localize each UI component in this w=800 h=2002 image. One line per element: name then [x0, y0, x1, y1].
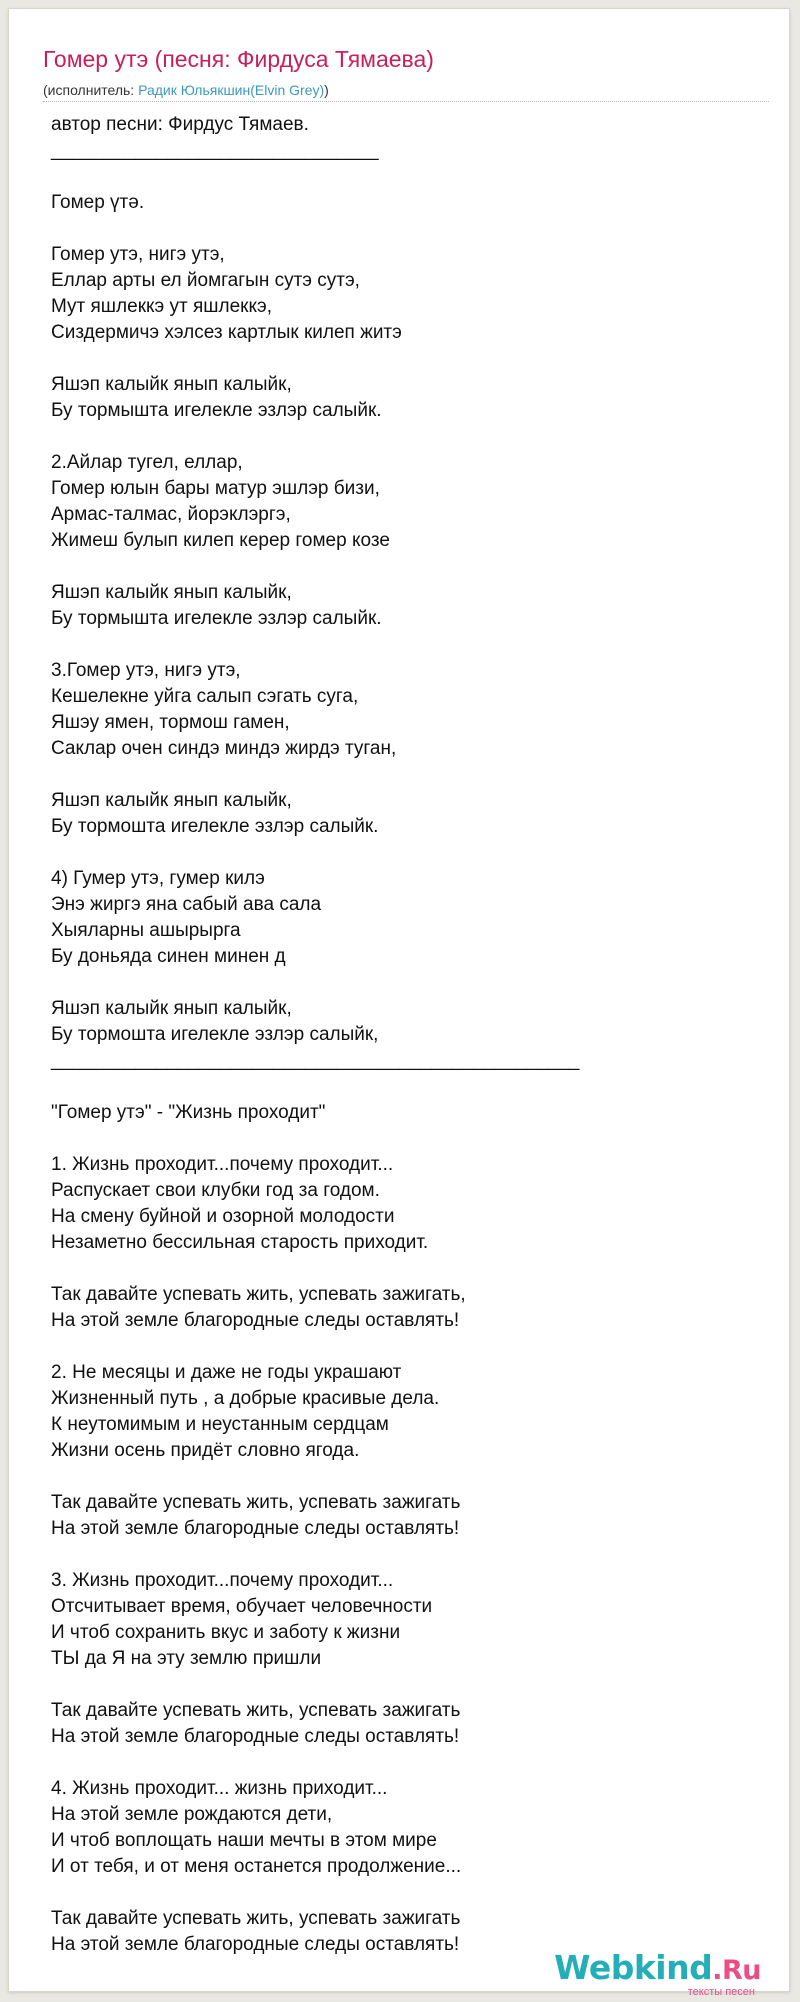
performer-link[interactable]: Радик Юльякшин(Elvin Grey) — [138, 82, 325, 98]
page-title: Гомер утэ (песня: Фирдуса Тямаева) — [43, 46, 434, 72]
lyric-line — [51, 424, 771, 450]
lyric-line: Яшэп калыйк янып калыйк, — [51, 998, 292, 1019]
lyric-line: На этой земле рождаются дети, — [51, 1804, 333, 1825]
lyric-line: На этой земле благородные следы оставлять! — [51, 1726, 460, 1747]
lyric-line — [51, 1074, 771, 1100]
lyric-line: И от тебя, и от меня останется продолжение... — [51, 1856, 462, 1877]
lyric-line — [51, 216, 771, 242]
lyric-line: На этой земле благородные следы оставлять! — [51, 1934, 460, 1955]
lyric-line: Армас-талмас, йорэклэргэ, — [51, 504, 291, 525]
logo-tld: .Ru — [712, 1955, 761, 1986]
lyric-line: На смену буйной и озорной молодости — [51, 1206, 395, 1227]
lyric-line: Гомер юлын бары матур эшлэр бизи, — [51, 478, 380, 499]
lyric-line — [51, 632, 771, 658]
lyric-line: Так давайте успевать жить, успевать зажигать — [51, 1492, 461, 1513]
lyric-line: Энэ жиргэ яна сабый ава сала — [51, 894, 322, 915]
lyric-line: "Гомер утэ" - "Жизнь проходит" — [51, 1102, 326, 1123]
lyric-line: Жизненный путь , а добрые красивые дела. — [51, 1388, 440, 1409]
lyric-line — [51, 1464, 771, 1490]
lyric-line: Отсчитывает время, обучает человечности — [51, 1596, 433, 1617]
lyric-line — [51, 346, 771, 372]
lyric-line — [51, 1880, 771, 1906]
lyric-line: Так давайте успевать жить, успевать зажигать — [51, 1700, 461, 1721]
lyric-line: ТЫ да Я на эту землю пришли — [51, 1648, 322, 1669]
lyric-line — [51, 1126, 771, 1152]
lyric-line: __________________________________________________ — [51, 1050, 580, 1071]
lyric-line: 3.Гомер утэ, нигэ утэ, — [51, 660, 241, 681]
lyric-line: 2. Не месяцы и даже не годы украшают — [51, 1362, 402, 1383]
lyrics-text — [51, 112, 771, 1958]
performer-prefix: (исполнитель: — [43, 82, 139, 98]
lyric-line: Хыяларны ашырырга — [51, 920, 241, 941]
lyric-line: 3. Жизнь проходит...почему проходит... — [51, 1570, 394, 1591]
lyric-line — [51, 1334, 771, 1360]
logo-wordmark: Webkind — [554, 1948, 713, 1987]
lyric-line — [51, 840, 771, 866]
lyric-line: Сиздермичэ хэлсез картлык килеп житэ — [51, 322, 402, 343]
lyric-line: 1. Жизнь проходит...почему проходит... — [51, 1154, 394, 1175]
lyric-line: Незаметно бессильная старость приходит. — [51, 1232, 429, 1253]
lyric-line: Жизни осень придёт словно ягода. — [51, 1440, 360, 1461]
lyric-line: Кешелекне уйга салып сэгать суга, — [51, 686, 359, 707]
lyric-line: _______________________________ — [51, 140, 379, 161]
lyric-line — [51, 164, 771, 190]
lyric-line: Яшэу ямен, тормош гамен, — [51, 712, 290, 733]
lyric-line — [51, 554, 771, 580]
performer-line — [43, 81, 329, 99]
lyric-line: Бу тормошта игелекле эзлэр салыйк. — [51, 816, 379, 837]
lyric-line: автор песни: Фирдус Тямаев. — [51, 114, 309, 135]
lyric-line — [51, 1672, 771, 1698]
lyric-line: Бу тормышта игелекле эзлэр салыйк. — [51, 400, 382, 421]
lyric-line: Так давайте успевать жить, успевать зажигать — [51, 1908, 461, 1929]
lyric-line: Мут яшлеккэ ут яшлеккэ, — [51, 296, 272, 317]
performer-suffix: ) — [324, 82, 329, 98]
lyric-line: 2.Айлар тугел, еллар, — [51, 452, 243, 473]
lyric-line: Бу тормышта игелекле эзлэр салыйк. — [51, 608, 382, 629]
lyric-line — [51, 1256, 771, 1282]
header-divider — [43, 101, 769, 102]
lyric-line: На этой земле благородные следы оставлять! — [51, 1518, 460, 1539]
lyric-line: Гомер утэ, нигэ утэ, — [51, 244, 225, 265]
lyric-line — [51, 1542, 771, 1568]
lyric-line — [51, 762, 771, 788]
lyric-line: И чтоб воплощать наши мечты в этом мире — [51, 1830, 437, 1851]
lyric-line: Еллар арты ел йомгагын сутэ сутэ, — [51, 270, 360, 291]
lyric-line: И чтоб сохранить вкус и заботу к жизни — [51, 1622, 401, 1643]
lyric-line: Жимеш булып килеп керер гомер козе — [51, 530, 390, 551]
lyric-line: Распускает свои клубки год за годом. — [51, 1180, 380, 1201]
logo-tagline: тексты песен — [687, 1986, 755, 1998]
lyric-line: Яшэп калыйк янып калыйк, — [51, 582, 292, 603]
lyric-line: 4) Гумер утэ, гумер килэ — [51, 868, 265, 889]
site-logo[interactable] — [554, 1948, 761, 1998]
lyrics-card — [8, 8, 790, 1998]
lyric-line — [51, 1750, 771, 1776]
lyric-line: Яшэп калыйк янып калыйк, — [51, 790, 292, 811]
lyric-line: 4. Жизнь проходит... жизнь приходит... — [51, 1778, 388, 1799]
lyric-line — [51, 970, 771, 996]
lyric-line: Саклар очен синдэ миндэ жирдэ туган, — [51, 738, 397, 759]
lyric-line: Бу тормошта игелекле эзлэр салыйк, — [51, 1024, 379, 1045]
lyric-line: Яшэп калыйк янып калыйк, — [51, 374, 292, 395]
lyric-line: Так давайте успевать жить, успевать зажигать, — [51, 1284, 466, 1305]
lyric-line: К неутомимым и неустанным сердцам — [51, 1414, 389, 1435]
lyric-line: На этой земле благородные следы оставлять! — [51, 1310, 460, 1331]
lyric-line: Бу доньяда синен минен д — [51, 946, 286, 967]
lyric-line: Гомер үтә. — [51, 192, 145, 213]
